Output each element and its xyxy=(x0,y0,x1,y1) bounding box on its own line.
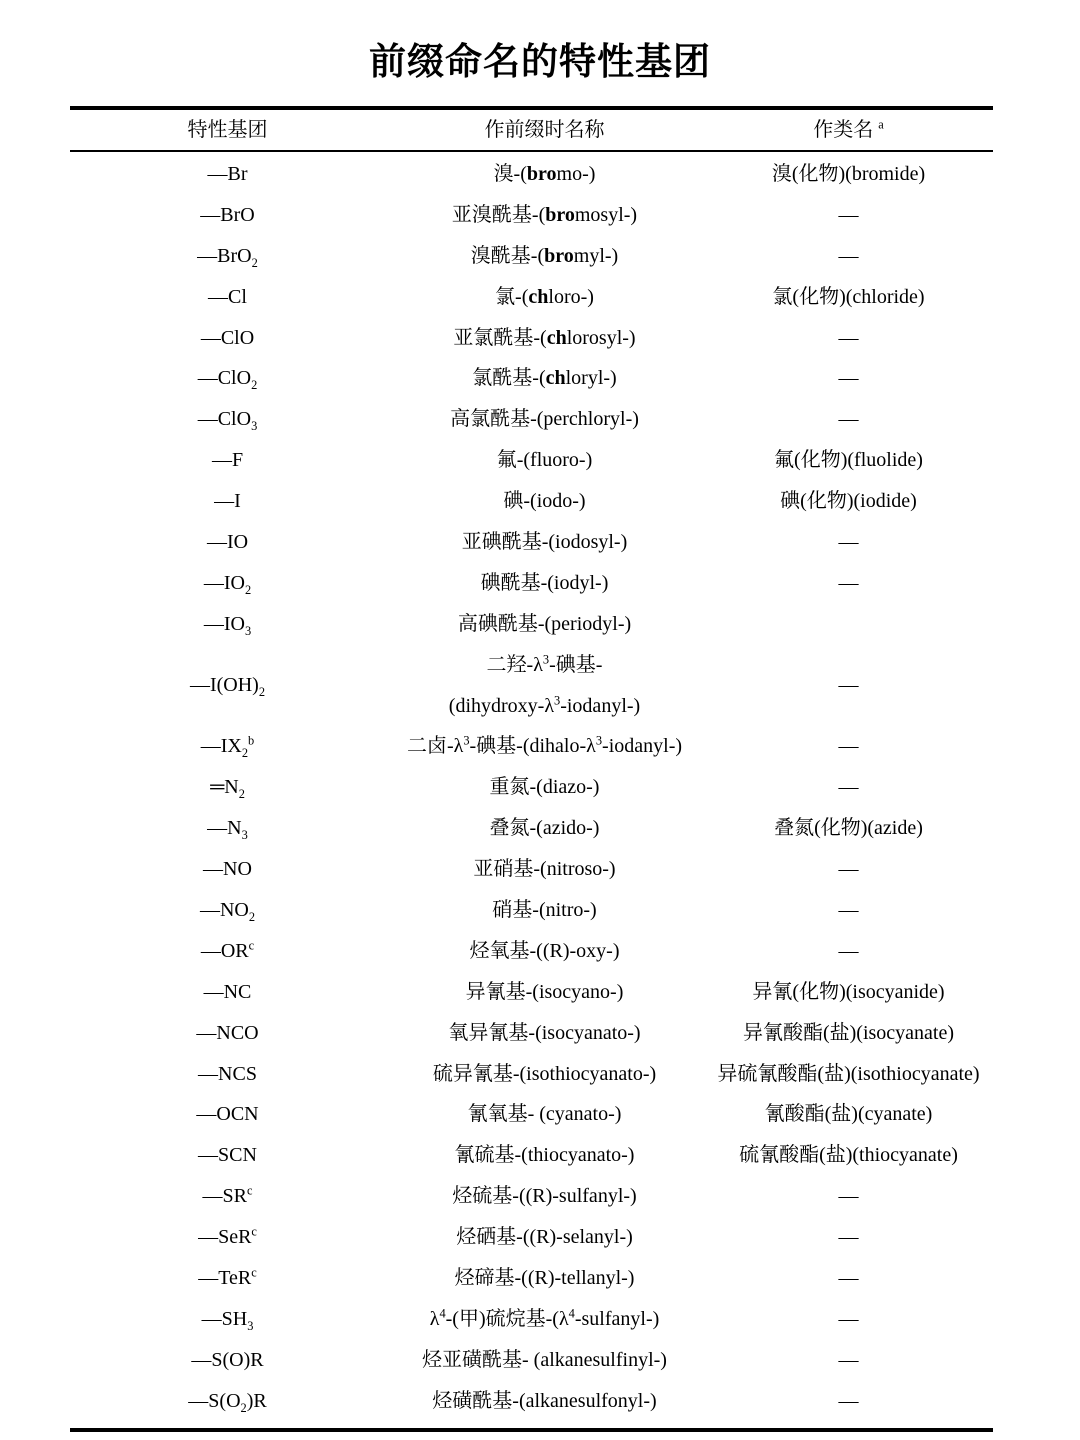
prefix-name-cell: 亚氯酰基-(chlorosyl-) xyxy=(453,326,636,349)
class-name-cell: — xyxy=(838,776,859,799)
table-row xyxy=(70,563,993,604)
group-formula-cell: —F xyxy=(211,449,244,472)
group-formula-cell: —ClO$_3$ xyxy=(197,408,258,434)
table-row xyxy=(70,1176,993,1217)
class-name-cell: — xyxy=(838,1267,859,1289)
class-name-cell: — xyxy=(838,674,859,697)
prefix-name-cell: 氟-(fluoro-) xyxy=(496,449,593,472)
table-row xyxy=(70,522,993,563)
group-formula-cell: —SeR$^c$ xyxy=(198,1224,257,1249)
table-row xyxy=(70,236,993,277)
prefix-name-cell: 亚碘酰基-(iodosyl-) xyxy=(461,530,628,553)
prefix-name-cell: 重氮-(diazo-) xyxy=(489,776,600,799)
class-name-cell: 异硫氰酸酯(盐)(isothiocyanate) xyxy=(717,1062,980,1085)
prefix-name-cell: 溴-(bromo-) xyxy=(493,162,596,185)
prefix-name-cell: 氰氧基- (cyanato-) xyxy=(467,1103,622,1126)
group-formula-cell: —TeR$^c$ xyxy=(198,1265,257,1289)
table-row xyxy=(70,195,993,236)
prefix-name-cell: 亚溴酰基-(bromosyl-) xyxy=(451,203,638,226)
table-row xyxy=(70,481,993,522)
group-formula-cell: $—SR^c$ xyxy=(202,1183,253,1208)
group-formula-cell: $—I(OH)_2$ xyxy=(189,674,266,700)
prefix-name-cell: 叠氮-(azido-) xyxy=(489,817,600,840)
table-header-row xyxy=(70,106,993,152)
prefix-name-cell: 烃硫基-((R)-sulfanyl-) xyxy=(452,1185,637,1208)
table-row xyxy=(70,1299,993,1340)
prefix-name-cell: 高碘酰基-(periodyl-) xyxy=(457,612,632,635)
prefix-groups-table xyxy=(70,106,993,1432)
class-name-cell: — xyxy=(838,1307,859,1330)
group-formula-cell: $—S(O_2)R$ xyxy=(188,1389,267,1415)
column-header-prefix-name: 作前缀时名称 xyxy=(484,118,605,141)
table-row xyxy=(70,604,993,645)
group-formula-cell: $—OR^c$ xyxy=(200,938,255,962)
table-row xyxy=(70,277,993,318)
table-row xyxy=(70,1135,993,1176)
prefix-name-cell: 二卤$-\lambda^3-$碘基$-(dihalo-\lambda^3-iodanyl-)$ xyxy=(406,733,683,758)
prefix-name-cell: 烃硒基-((R)-selanyl-) xyxy=(456,1226,633,1249)
class-name-cell: — xyxy=(838,735,859,758)
class-name-cell: — xyxy=(838,408,859,431)
table-row xyxy=(70,645,993,727)
prefix-name-cell: 氯-(chloro-) xyxy=(495,285,594,308)
group-formula-cell: $—N_3$ xyxy=(207,817,248,843)
class-name-cell: — xyxy=(838,367,859,390)
prefix-name-cell: 异氰基-(isocyano-) xyxy=(465,980,624,1003)
group-formula-cell: —NC xyxy=(203,980,252,1003)
group-formula-cell: —OCN xyxy=(196,1103,259,1126)
group-formula-cell: $—IO_3$ xyxy=(203,612,252,638)
group-formula-cell: —BrO xyxy=(200,203,255,226)
group-formula-cell: —NCO xyxy=(196,1021,259,1044)
class-name-cell: — xyxy=(838,939,859,962)
class-name-cell: 氯(化物)(chloride) xyxy=(772,285,925,308)
prefix-name-cell: $\lambda^4-$(甲)硫烷基$-(\lambda^4-sulfanyl-)$ xyxy=(429,1306,660,1330)
prefix-name-cell: 氰硫基-(thiocyanato-) xyxy=(454,1144,635,1167)
class-name-cell: 碘(化物)(iodide) xyxy=(780,490,917,513)
group-formula-cell: —IO xyxy=(206,530,249,553)
class-name-cell: — xyxy=(838,1348,859,1371)
table-row xyxy=(70,1013,993,1054)
class-name-cell: 氟(化物)(fluolide) xyxy=(774,449,923,472)
prefix-name-cell: 烃磺酰基-(alkanesulfonyl-) xyxy=(432,1389,657,1412)
table-row xyxy=(70,972,993,1013)
table-row xyxy=(70,890,993,931)
group-formula-cell: $—IX_2^b$ xyxy=(200,733,255,761)
table-row xyxy=(70,726,993,767)
prefix-name-cell: 氯酰基-(chloryl-) xyxy=(472,367,617,390)
prefix-name-cell: 碘酰基-(iodyl-) xyxy=(480,571,609,594)
table-row xyxy=(70,154,993,195)
group-formula-cell: $—IO_2$ xyxy=(203,571,252,597)
group-formula-cell: $—SH_3$ xyxy=(201,1307,254,1333)
class-name-cell: 氰酸酯(盐)(cyanate) xyxy=(764,1103,933,1126)
table-row xyxy=(70,399,993,440)
class-name-cell: — xyxy=(838,898,859,921)
prefix-name-cell: 烃亚磺酰基- (alkanesulfinyl-) xyxy=(422,1348,667,1371)
table-row xyxy=(70,440,993,481)
group-formula-cell: —Br xyxy=(207,162,248,185)
prefix-name-cell: 硫异氰基-(isothiocyanato-) xyxy=(432,1062,657,1085)
class-name-cell: — xyxy=(838,858,859,881)
group-formula-cell: —ClO xyxy=(200,326,255,349)
class-name-cell: — xyxy=(838,203,859,226)
prefix-name-cell: 硝基-(nitro-) xyxy=(492,898,597,921)
class-name-cell: — xyxy=(838,530,859,553)
class-name-cell: — xyxy=(838,1185,859,1208)
page-title: 前缀命名的特性基团 xyxy=(369,41,711,82)
prefix-name-cell: 二羟$-\lambda^3-$碘基- $(dihydroxy-\lambda^3-iodanyl-)$ xyxy=(448,652,641,717)
group-formula-cell: $—NO_2$ xyxy=(199,898,256,924)
column-header-class-name: 作类名 $^a$ xyxy=(813,116,884,141)
group-formula-cell: —I xyxy=(214,490,241,513)
group-formula-cell: —S(O)R xyxy=(191,1348,264,1371)
class-name-cell: — xyxy=(838,244,859,267)
class-name-cell: 异氰(化物)(isocyanide) xyxy=(752,980,945,1003)
class-name-cell: 硫氰酸酯(盐)(thiocyanate) xyxy=(739,1144,958,1167)
prefix-name-cell: 烃碲基-((R)-tellanyl-) xyxy=(454,1267,635,1289)
class-name-cell: 异氰酸酯(盐)(isocyanate) xyxy=(742,1021,955,1044)
group-formula-cell: —Cl xyxy=(208,285,247,308)
prefix-name-cell: 溴酰基-(bromyl-) xyxy=(470,244,619,267)
prefix-name-cell: 高氯酰基-(perchloryl-) xyxy=(450,408,639,431)
table-row xyxy=(70,808,993,849)
table-row xyxy=(70,1095,993,1136)
class-name-cell: — xyxy=(838,326,859,349)
prefix-name-cell: 烃氧基-((R)-oxy-) xyxy=(469,939,620,962)
group-formula-cell: $═N_2$ xyxy=(210,776,245,802)
group-formula-cell: —BrO$_2$ xyxy=(197,244,258,270)
class-name-cell: — xyxy=(838,1389,859,1412)
table-row xyxy=(70,1381,993,1422)
table-row xyxy=(70,358,993,399)
group-formula-cell: —NO xyxy=(203,858,252,881)
group-formula-cell: —SCN xyxy=(198,1144,257,1167)
table-row xyxy=(70,767,993,808)
class-name-cell: — xyxy=(838,1226,859,1249)
prefix-name-cell: 氧异氰基-(isocyanato-) xyxy=(448,1021,641,1044)
table-row xyxy=(70,318,993,359)
prefix-name-cell: 亚硝基-(nitroso-) xyxy=(473,858,616,881)
table-row xyxy=(70,1054,993,1095)
group-formula-cell: —NCS xyxy=(198,1062,257,1085)
table-row xyxy=(70,849,993,890)
table-body xyxy=(70,152,993,1432)
class-name-cell: 叠氮(化物)(azide) xyxy=(774,817,923,840)
table-row xyxy=(70,1258,993,1299)
class-name-cell: — xyxy=(838,571,859,594)
class-name-cell: 溴(化物)(bromide) xyxy=(771,162,926,185)
prefix-name-cell: 碘-(iodo-) xyxy=(503,490,586,513)
table-row xyxy=(70,931,993,972)
column-header-group: 特性基团 xyxy=(187,118,268,141)
table-row xyxy=(70,1340,993,1381)
group-formula-cell: —ClO$_2$ xyxy=(197,367,258,393)
table-row xyxy=(70,1217,993,1258)
